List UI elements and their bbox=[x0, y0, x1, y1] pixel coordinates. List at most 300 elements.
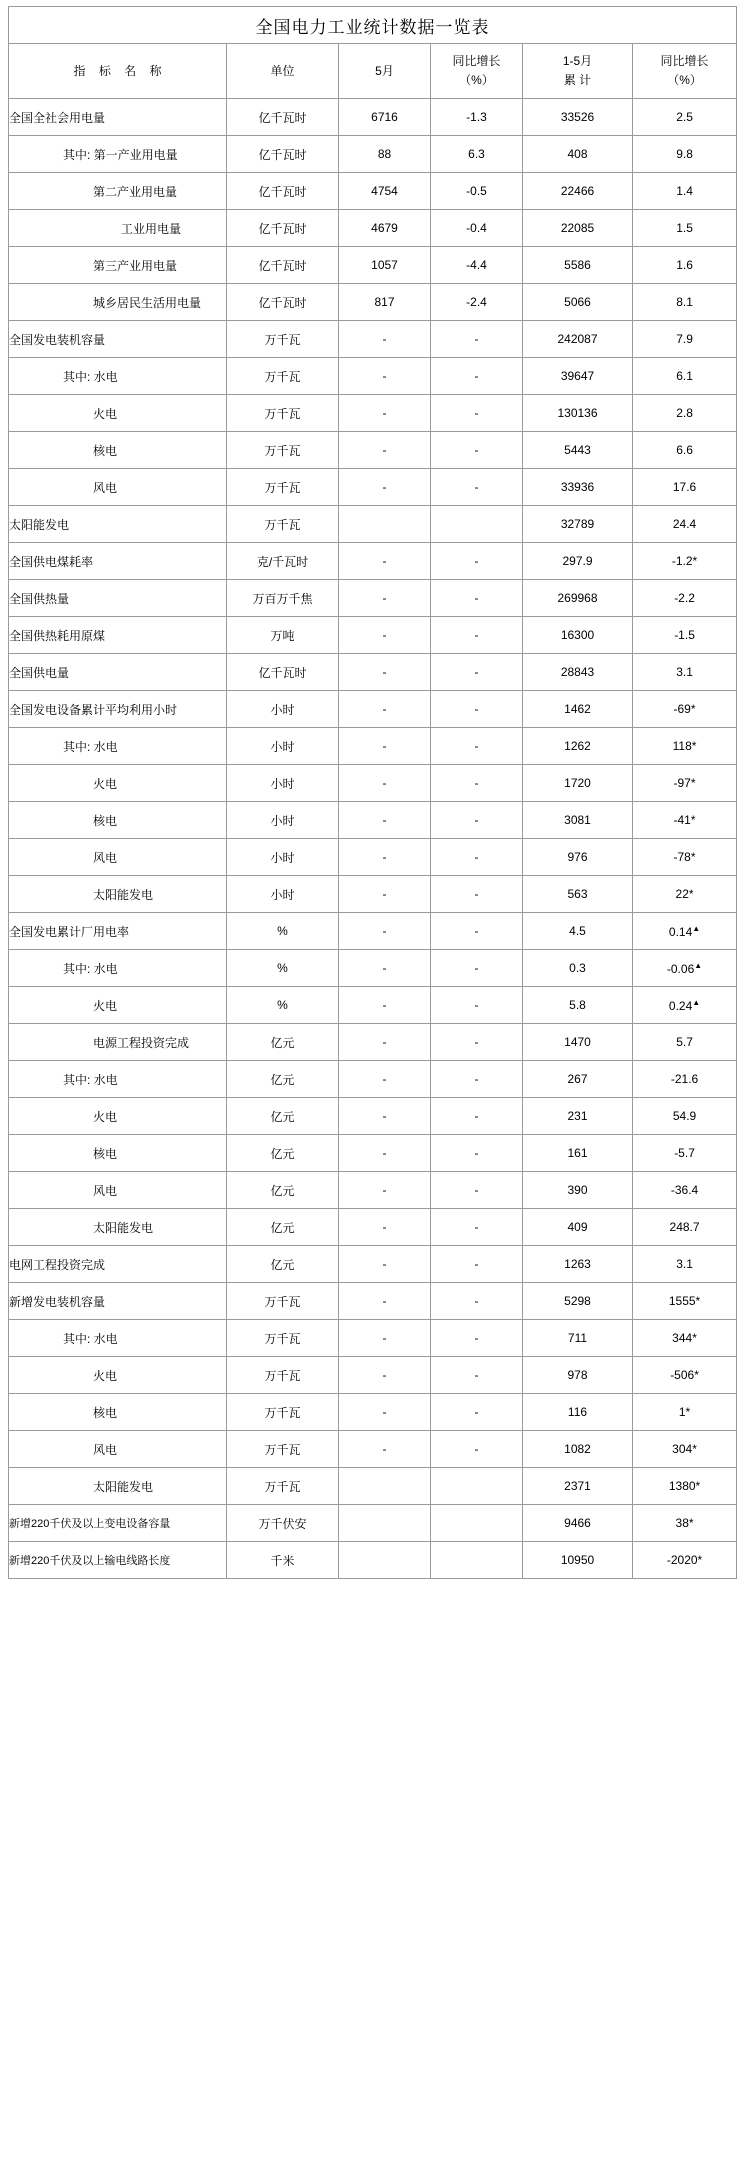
row-indicator-name: 其中: 水电 bbox=[9, 1320, 227, 1357]
row-indicator-name: 电网工程投资完成 bbox=[9, 1246, 227, 1283]
table-row bbox=[9, 395, 737, 432]
row-unit: 亿元 bbox=[227, 1061, 339, 1098]
row-month-yoy: -4.4 bbox=[431, 247, 523, 284]
row-indicator-name: 太阳能发电 bbox=[9, 876, 227, 913]
row-month-value: 817 bbox=[339, 284, 431, 321]
percentage-point-marker-icon: ▲ bbox=[692, 923, 701, 933]
row-cumulative-yoy-text: -506* bbox=[670, 1368, 699, 1382]
row-cumulative-yoy-text: -69* bbox=[673, 702, 696, 716]
table-row bbox=[9, 210, 737, 247]
table-row bbox=[9, 543, 737, 580]
row-cumulative-yoy bbox=[633, 728, 737, 765]
row-month-yoy: - bbox=[431, 1024, 523, 1061]
table-row bbox=[9, 1357, 737, 1394]
row-cumulative-yoy bbox=[633, 876, 737, 913]
row-month-yoy: 6.3 bbox=[431, 136, 523, 173]
row-cumulative-value: 976 bbox=[523, 839, 633, 876]
page-title: 全国电力工业统计数据一览表 bbox=[9, 7, 737, 44]
row-cumulative-value: 1470 bbox=[523, 1024, 633, 1061]
row-indicator-name: 其中: 水电 bbox=[9, 728, 227, 765]
row-indicator-name: 火电 bbox=[9, 1098, 227, 1135]
table-row bbox=[9, 617, 737, 654]
row-unit: 万千瓦 bbox=[227, 1320, 339, 1357]
row-cumulative-yoy bbox=[633, 1098, 737, 1135]
row-cumulative-yoy-text: 0.14 bbox=[668, 924, 693, 939]
row-month-value: - bbox=[339, 839, 431, 876]
row-month-value: - bbox=[339, 950, 431, 987]
row-cumulative-value: 39647 bbox=[523, 358, 633, 395]
row-month-yoy: - bbox=[431, 1172, 523, 1209]
table-row bbox=[9, 432, 737, 469]
row-indicator-name: 全国供热量 bbox=[9, 580, 227, 617]
row-indicator-name: 全国发电累计厂用电率 bbox=[9, 913, 227, 950]
row-unit: 小时 bbox=[227, 728, 339, 765]
table-row bbox=[9, 765, 737, 802]
row-cumulative-yoy bbox=[633, 580, 737, 617]
row-month-value: - bbox=[339, 1135, 431, 1172]
table-row bbox=[9, 1542, 737, 1579]
row-cumulative-yoy-text: 9.8 bbox=[676, 147, 693, 161]
row-month-value: - bbox=[339, 1061, 431, 1098]
row-cumulative-yoy-text: 2.8 bbox=[676, 406, 693, 420]
table-row bbox=[9, 506, 737, 543]
row-unit: 亿元 bbox=[227, 1135, 339, 1172]
row-indicator-name: 风电 bbox=[9, 1172, 227, 1209]
row-cumulative-yoy bbox=[633, 1061, 737, 1098]
row-cumulative-yoy bbox=[633, 950, 737, 987]
row-cumulative-yoy-text: -2.2 bbox=[674, 591, 695, 605]
row-indicator-name: 火电 bbox=[9, 395, 227, 432]
row-cumulative-value: 2371 bbox=[523, 1468, 633, 1505]
row-month-yoy: -0.4 bbox=[431, 210, 523, 247]
row-unit: 亿元 bbox=[227, 1172, 339, 1209]
row-cumulative-value: 22085 bbox=[523, 210, 633, 247]
row-cumulative-yoy-text: 3.1 bbox=[676, 1257, 693, 1271]
header-yoy-cumulative bbox=[633, 44, 737, 99]
row-indicator-name: 其中: 水电 bbox=[9, 950, 227, 987]
row-cumulative-yoy bbox=[633, 210, 737, 247]
row-indicator-name: 其中: 水电 bbox=[9, 358, 227, 395]
row-month-yoy: - bbox=[431, 1357, 523, 1394]
row-month-value: - bbox=[339, 432, 431, 469]
header-unit-label: 单位 bbox=[270, 63, 295, 78]
row-month-yoy: - bbox=[431, 987, 523, 1024]
row-month-value: 6716 bbox=[339, 99, 431, 136]
row-indicator-name: 新增220千伏及以上输电线路长度 bbox=[9, 1542, 227, 1579]
row-cumulative-value: 3081 bbox=[523, 802, 633, 839]
row-cumulative-yoy-text: 6.1 bbox=[676, 369, 693, 383]
percentage-point-marker-icon: ▲ bbox=[694, 960, 703, 970]
table-row bbox=[9, 728, 737, 765]
row-month-yoy: -1.3 bbox=[431, 99, 523, 136]
row-cumulative-yoy bbox=[633, 469, 737, 506]
row-month-yoy: -2.4 bbox=[431, 284, 523, 321]
row-cumulative-value: 5066 bbox=[523, 284, 633, 321]
row-cumulative-yoy-text: -5.7 bbox=[674, 1146, 695, 1160]
row-month-value: - bbox=[339, 1098, 431, 1135]
row-month-yoy: - bbox=[431, 839, 523, 876]
row-cumulative-yoy-text: -97* bbox=[673, 776, 696, 790]
row-month-yoy bbox=[431, 1542, 523, 1579]
row-cumulative-value: 16300 bbox=[523, 617, 633, 654]
row-month-yoy bbox=[431, 1505, 523, 1542]
row-cumulative-value: 0.3 bbox=[523, 950, 633, 987]
row-indicator-name: 全国供热耗用原煤 bbox=[9, 617, 227, 654]
row-month-yoy: - bbox=[431, 580, 523, 617]
row-cumulative-yoy bbox=[633, 136, 737, 173]
row-cumulative-yoy bbox=[633, 802, 737, 839]
table-row bbox=[9, 1098, 737, 1135]
row-cumulative-yoy bbox=[633, 432, 737, 469]
row-month-value: - bbox=[339, 1357, 431, 1394]
row-month-value: - bbox=[339, 876, 431, 913]
table-row bbox=[9, 247, 737, 284]
row-indicator-name: 火电 bbox=[9, 1357, 227, 1394]
row-cumulative-yoy bbox=[633, 1246, 737, 1283]
row-cumulative-yoy-text: 38* bbox=[675, 1516, 694, 1530]
table-row bbox=[9, 1024, 737, 1061]
row-unit: 亿千瓦时 bbox=[227, 247, 339, 284]
row-unit: 万千瓦 bbox=[227, 1431, 339, 1468]
row-cumulative-yoy bbox=[633, 1024, 737, 1061]
row-cumulative-value: 1720 bbox=[523, 765, 633, 802]
row-cumulative-value: 4.5 bbox=[523, 913, 633, 950]
row-month-value: - bbox=[339, 691, 431, 728]
table-row bbox=[9, 358, 737, 395]
row-cumulative-yoy bbox=[633, 1357, 737, 1394]
row-month-value: - bbox=[339, 802, 431, 839]
row-month-value: - bbox=[339, 321, 431, 358]
row-cumulative-value: 32789 bbox=[523, 506, 633, 543]
table-row bbox=[9, 1320, 737, 1357]
row-cumulative-yoy-text: 1555* bbox=[668, 1294, 701, 1308]
row-unit: 亿元 bbox=[227, 1246, 339, 1283]
row-cumulative-yoy bbox=[633, 1283, 737, 1320]
row-cumulative-yoy bbox=[633, 1468, 737, 1505]
row-unit: 万千伏安 bbox=[227, 1505, 339, 1542]
row-indicator-name: 第二产业用电量 bbox=[9, 173, 227, 210]
row-cumulative-value: 5298 bbox=[523, 1283, 633, 1320]
table-row bbox=[9, 1061, 737, 1098]
row-indicator-name: 太阳能发电 bbox=[9, 1468, 227, 1505]
row-cumulative-yoy bbox=[633, 543, 737, 580]
row-cumulative-yoy bbox=[633, 654, 737, 691]
row-month-yoy: - bbox=[431, 1431, 523, 1468]
row-month-yoy: - bbox=[431, 1283, 523, 1320]
row-unit: 小时 bbox=[227, 839, 339, 876]
row-unit: 亿千瓦时 bbox=[227, 210, 339, 247]
row-month-yoy: - bbox=[431, 654, 523, 691]
row-month-value: 88 bbox=[339, 136, 431, 173]
row-indicator-name: 全国供电量 bbox=[9, 654, 227, 691]
row-month-yoy: - bbox=[431, 765, 523, 802]
table-row bbox=[9, 1209, 737, 1246]
table-row bbox=[9, 839, 737, 876]
row-cumulative-yoy-text: -21.6 bbox=[670, 1072, 699, 1086]
row-cumulative-yoy-text: 17.6 bbox=[672, 480, 697, 494]
row-unit: 万千瓦 bbox=[227, 358, 339, 395]
row-cumulative-yoy-text: 1* bbox=[678, 1405, 691, 1419]
row-month-value: - bbox=[339, 580, 431, 617]
row-month-value: 1057 bbox=[339, 247, 431, 284]
table-row bbox=[9, 284, 737, 321]
row-cumulative-yoy bbox=[633, 1135, 737, 1172]
row-cumulative-yoy bbox=[633, 913, 737, 950]
row-indicator-name: 其中: 第一产业用电量 bbox=[9, 136, 227, 173]
row-cumulative-yoy-text: -78* bbox=[673, 850, 696, 864]
row-cumulative-value: 33526 bbox=[523, 99, 633, 136]
row-cumulative-value: 5.8 bbox=[523, 987, 633, 1024]
row-cumulative-value: 297.9 bbox=[523, 543, 633, 580]
row-month-value: - bbox=[339, 728, 431, 765]
row-unit: 万千瓦 bbox=[227, 1357, 339, 1394]
table-row bbox=[9, 950, 737, 987]
header-cumulative bbox=[523, 44, 633, 99]
row-cumulative-yoy bbox=[633, 173, 737, 210]
row-unit: % bbox=[227, 950, 339, 987]
table-body bbox=[9, 99, 737, 1579]
table-row bbox=[9, 913, 737, 950]
row-cumulative-yoy-text: 54.9 bbox=[672, 1109, 697, 1123]
table-row bbox=[9, 1468, 737, 1505]
row-cumulative-yoy-text: -41* bbox=[673, 813, 696, 827]
row-month-value: - bbox=[339, 543, 431, 580]
table-row bbox=[9, 876, 737, 913]
row-month-value bbox=[339, 506, 431, 543]
row-unit: 万千瓦 bbox=[227, 469, 339, 506]
row-cumulative-yoy-text: 6.6 bbox=[676, 443, 693, 457]
row-cumulative-yoy bbox=[633, 1209, 737, 1246]
table-row bbox=[9, 1283, 737, 1320]
row-cumulative-value: 269968 bbox=[523, 580, 633, 617]
row-cumulative-yoy-text: 1.6 bbox=[676, 258, 693, 272]
row-cumulative-yoy-text: 1.5 bbox=[676, 221, 693, 235]
row-month-value: - bbox=[339, 1283, 431, 1320]
row-indicator-name: 核电 bbox=[9, 1135, 227, 1172]
table-row bbox=[9, 654, 737, 691]
header-indicator-name-label: 指 标 名 称 bbox=[73, 63, 167, 78]
header-month-label: 5月 bbox=[375, 63, 394, 78]
row-cumulative-yoy-text: 304* bbox=[672, 1442, 697, 1456]
row-month-value bbox=[339, 1468, 431, 1505]
row-cumulative-value: 267 bbox=[523, 1061, 633, 1098]
row-cumulative-value: 1082 bbox=[523, 1431, 633, 1468]
row-cumulative-yoy bbox=[633, 1394, 737, 1431]
table-row bbox=[9, 1505, 737, 1542]
row-unit: 小时 bbox=[227, 802, 339, 839]
row-cumulative-value: 390 bbox=[523, 1172, 633, 1209]
row-cumulative-value: 130136 bbox=[523, 395, 633, 432]
row-unit: 小时 bbox=[227, 691, 339, 728]
row-month-value: - bbox=[339, 1394, 431, 1431]
row-cumulative-yoy-text: 1380* bbox=[668, 1479, 701, 1493]
row-month-yoy: - bbox=[431, 913, 523, 950]
row-month-yoy: - bbox=[431, 1320, 523, 1357]
row-cumulative-yoy bbox=[633, 1172, 737, 1209]
row-cumulative-yoy bbox=[633, 617, 737, 654]
table-header-row bbox=[9, 44, 737, 99]
row-cumulative-yoy-text: -2020* bbox=[666, 1553, 703, 1567]
row-indicator-name: 核电 bbox=[9, 432, 227, 469]
row-cumulative-value: 33936 bbox=[523, 469, 633, 506]
header-yoy-month bbox=[431, 44, 523, 99]
header-yoy-month-line2: （%） bbox=[459, 73, 494, 87]
row-cumulative-value: 22466 bbox=[523, 173, 633, 210]
row-unit: 小时 bbox=[227, 765, 339, 802]
row-month-yoy: - bbox=[431, 543, 523, 580]
row-unit: 千米 bbox=[227, 1542, 339, 1579]
row-month-value: - bbox=[339, 654, 431, 691]
row-month-value: 4679 bbox=[339, 210, 431, 247]
row-month-yoy: - bbox=[431, 1246, 523, 1283]
row-month-yoy: - bbox=[431, 1209, 523, 1246]
row-month-value bbox=[339, 1505, 431, 1542]
power-statistics-table bbox=[8, 6, 737, 1579]
row-unit: 小时 bbox=[227, 876, 339, 913]
row-indicator-name: 全国发电设备累计平均利用小时 bbox=[9, 691, 227, 728]
row-unit: 万千瓦 bbox=[227, 432, 339, 469]
row-month-yoy: - bbox=[431, 1098, 523, 1135]
table-row bbox=[9, 469, 737, 506]
row-cumulative-value: 161 bbox=[523, 1135, 633, 1172]
row-cumulative-yoy bbox=[633, 395, 737, 432]
row-cumulative-yoy-text: 248.7 bbox=[669, 1220, 700, 1234]
row-indicator-name: 全国全社会用电量 bbox=[9, 99, 227, 136]
row-cumulative-value: 563 bbox=[523, 876, 633, 913]
row-cumulative-yoy bbox=[633, 1431, 737, 1468]
row-indicator-name: 太阳能发电 bbox=[9, 506, 227, 543]
row-month-yoy bbox=[431, 1468, 523, 1505]
row-month-yoy: -0.5 bbox=[431, 173, 523, 210]
header-yoy-month-line1: 同比增长 bbox=[452, 54, 501, 69]
row-unit: 万吨 bbox=[227, 617, 339, 654]
row-cumulative-yoy-text: 2.5 bbox=[676, 110, 693, 124]
row-cumulative-value: 231 bbox=[523, 1098, 633, 1135]
table-row bbox=[9, 1431, 737, 1468]
row-cumulative-yoy-text: 118* bbox=[672, 739, 697, 753]
row-month-yoy: - bbox=[431, 1394, 523, 1431]
row-month-value: - bbox=[339, 1246, 431, 1283]
row-cumulative-yoy bbox=[633, 506, 737, 543]
row-cumulative-value: 28843 bbox=[523, 654, 633, 691]
row-month-yoy: - bbox=[431, 358, 523, 395]
row-cumulative-yoy bbox=[633, 358, 737, 395]
table-row bbox=[9, 1172, 737, 1209]
row-unit: 万千瓦 bbox=[227, 1283, 339, 1320]
row-indicator-name: 城乡居民生活用电量 bbox=[9, 284, 227, 321]
row-cumulative-yoy-text: -1.2* bbox=[671, 554, 698, 568]
row-month-yoy: - bbox=[431, 617, 523, 654]
row-cumulative-yoy bbox=[633, 321, 737, 358]
header-yoy-cumulative-line1: 同比增长 bbox=[660, 54, 709, 69]
row-unit: 亿千瓦时 bbox=[227, 654, 339, 691]
table-row bbox=[9, 321, 737, 358]
header-unit bbox=[227, 44, 339, 99]
table-title-row bbox=[9, 7, 737, 44]
header-cumulative-line1: 1-5月 bbox=[562, 54, 593, 69]
row-cumulative-value: 10950 bbox=[523, 1542, 633, 1579]
row-month-value: - bbox=[339, 765, 431, 802]
row-indicator-name: 全国发电装机容量 bbox=[9, 321, 227, 358]
row-indicator-name: 全国供电煤耗率 bbox=[9, 543, 227, 580]
row-unit: 亿元 bbox=[227, 1209, 339, 1246]
row-cumulative-yoy-text: 0.24 bbox=[668, 998, 693, 1013]
row-cumulative-value: 116 bbox=[523, 1394, 633, 1431]
row-month-value: - bbox=[339, 395, 431, 432]
row-cumulative-yoy-text: 8.1 bbox=[676, 295, 693, 309]
row-cumulative-yoy bbox=[633, 1505, 737, 1542]
row-cumulative-yoy bbox=[633, 987, 737, 1024]
table-row bbox=[9, 1246, 737, 1283]
row-indicator-name: 风电 bbox=[9, 469, 227, 506]
row-month-value: - bbox=[339, 358, 431, 395]
table-row bbox=[9, 802, 737, 839]
row-unit: 亿千瓦时 bbox=[227, 173, 339, 210]
row-indicator-name: 核电 bbox=[9, 1394, 227, 1431]
row-month-value: - bbox=[339, 1172, 431, 1209]
row-unit: 万千瓦 bbox=[227, 395, 339, 432]
row-unit: % bbox=[227, 987, 339, 1024]
row-cumulative-value: 978 bbox=[523, 1357, 633, 1394]
table-row bbox=[9, 691, 737, 728]
header-cumulative-line2: 累 计 bbox=[563, 73, 592, 87]
row-month-value: - bbox=[339, 1320, 431, 1357]
row-cumulative-yoy bbox=[633, 765, 737, 802]
row-cumulative-yoy bbox=[633, 1542, 737, 1579]
row-cumulative-yoy bbox=[633, 284, 737, 321]
table-row bbox=[9, 580, 737, 617]
row-month-value: 4754 bbox=[339, 173, 431, 210]
row-indicator-name: 第三产业用电量 bbox=[9, 247, 227, 284]
row-cumulative-yoy bbox=[633, 839, 737, 876]
row-cumulative-yoy-text: 1.4 bbox=[676, 184, 693, 198]
row-month-yoy: - bbox=[431, 691, 523, 728]
row-unit: 亿元 bbox=[227, 1098, 339, 1135]
row-month-value: - bbox=[339, 913, 431, 950]
row-unit: 万千瓦 bbox=[227, 1468, 339, 1505]
row-cumulative-value: 1262 bbox=[523, 728, 633, 765]
row-cumulative-yoy-text: -0.06 bbox=[666, 961, 695, 976]
row-cumulative-value: 1263 bbox=[523, 1246, 633, 1283]
row-unit: 亿千瓦时 bbox=[227, 136, 339, 173]
row-cumulative-yoy-text: 344* bbox=[672, 1331, 697, 1345]
row-indicator-name: 火电 bbox=[9, 765, 227, 802]
row-month-yoy: - bbox=[431, 950, 523, 987]
row-indicator-name: 新增发电装机容量 bbox=[9, 1283, 227, 1320]
row-cumulative-yoy bbox=[633, 247, 737, 284]
header-yoy-cumulative-line2: （%） bbox=[667, 73, 702, 87]
row-cumulative-value: 5586 bbox=[523, 247, 633, 284]
table-row bbox=[9, 173, 737, 210]
row-cumulative-yoy-text: 3.1 bbox=[676, 665, 693, 679]
row-cumulative-value: 9466 bbox=[523, 1505, 633, 1542]
row-indicator-name: 核电 bbox=[9, 802, 227, 839]
row-unit: % bbox=[227, 913, 339, 950]
row-month-value bbox=[339, 1542, 431, 1579]
row-unit: 万百万千焦 bbox=[227, 580, 339, 617]
row-cumulative-yoy-text: -1.5 bbox=[674, 628, 695, 642]
row-cumulative-yoy-text: -36.4 bbox=[670, 1183, 699, 1197]
row-cumulative-value: 242087 bbox=[523, 321, 633, 358]
row-cumulative-value: 1462 bbox=[523, 691, 633, 728]
row-unit: 克/千瓦时 bbox=[227, 543, 339, 580]
header-month bbox=[339, 44, 431, 99]
row-cumulative-yoy bbox=[633, 691, 737, 728]
row-month-value: - bbox=[339, 987, 431, 1024]
row-unit: 万千瓦 bbox=[227, 1394, 339, 1431]
row-month-value: - bbox=[339, 1431, 431, 1468]
row-month-value: - bbox=[339, 1024, 431, 1061]
